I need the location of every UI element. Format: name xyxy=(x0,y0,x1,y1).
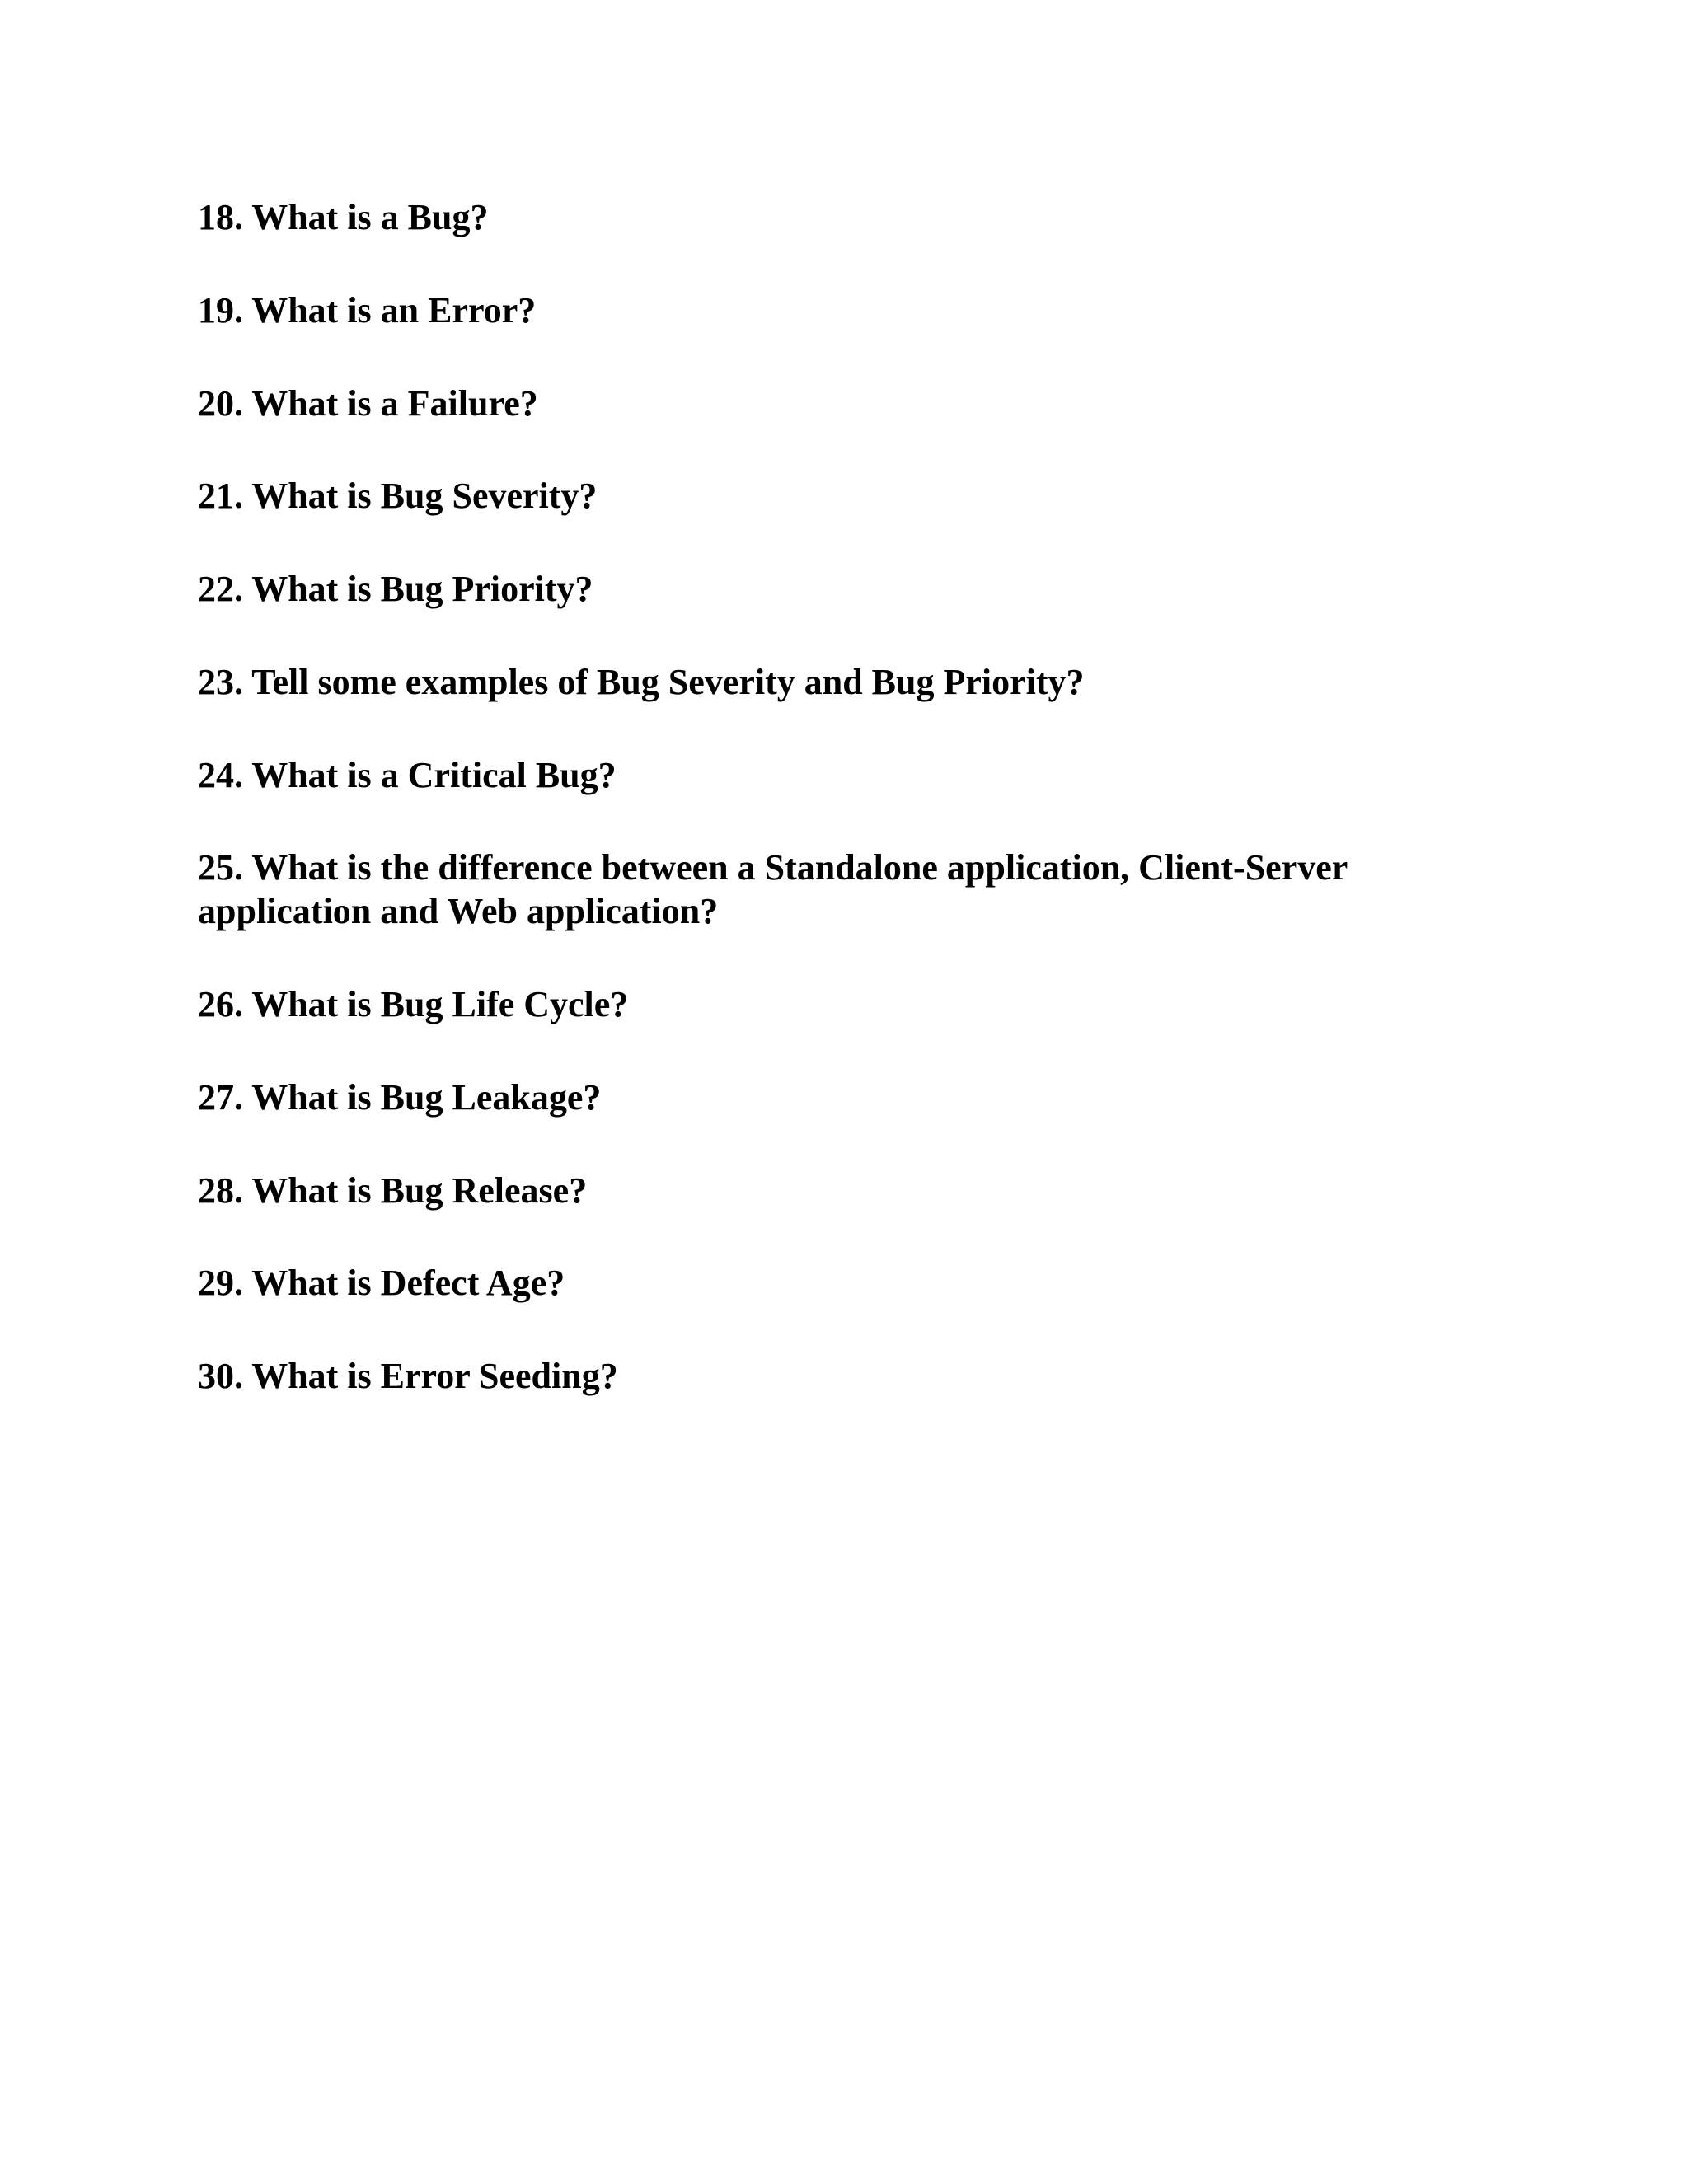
question-18: 18. What is a Bug? xyxy=(198,197,489,237)
question-25: 25. What is the difference between a Standalone application, Client-Server application and Web application? xyxy=(198,847,1348,931)
question-20: 20. What is a Failure? xyxy=(198,383,538,424)
question-21: 21. What is Bug Severity? xyxy=(198,476,598,516)
question-27: 27. What is Bug Leakage? xyxy=(198,1077,602,1118)
question-22: 22. What is Bug Priority? xyxy=(198,569,593,609)
question-28: 28. What is Bug Release? xyxy=(198,1170,588,1211)
question-29: 29. What is Defect Age? xyxy=(198,1263,565,1303)
question-24: 24. What is a Critical Bug? xyxy=(198,755,617,795)
question-26: 26. What is Bug Life Cycle? xyxy=(198,984,629,1024)
question-23: 23. Tell some examples of Bug Severity and Bug Priority? xyxy=(198,662,1085,702)
question-19: 19. What is an Error? xyxy=(198,290,537,330)
question-30: 30. What is Error Seeding? xyxy=(198,1356,618,1396)
